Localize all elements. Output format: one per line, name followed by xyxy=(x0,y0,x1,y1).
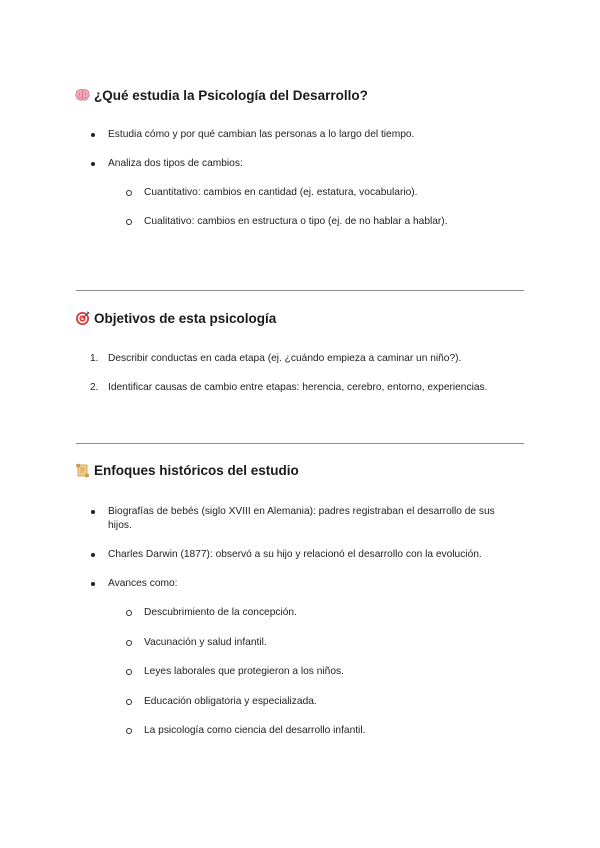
target-icon xyxy=(74,310,90,326)
bullet xyxy=(126,610,132,616)
section-heading-enfoques xyxy=(74,462,299,478)
section-heading-que-estudia xyxy=(74,87,368,103)
bullet xyxy=(91,582,95,586)
section-heading-objetivos xyxy=(74,310,276,326)
list-item-text: Cuantitativo: cambios en cantidad (ej. estatura, vocabulario). xyxy=(144,187,418,198)
bullet xyxy=(91,553,95,557)
list-item-text: Cualitativo: cambios en estructura o tipo (ej. de no hablar a hablar). xyxy=(144,216,448,227)
bullet xyxy=(126,219,132,225)
bullet xyxy=(91,510,95,514)
list-number: 1. xyxy=(90,353,99,364)
section-title: ¿Qué estudia la Psicología del Desarrollo? xyxy=(94,87,368,103)
list-item-text: Analiza dos tipos de cambios: xyxy=(108,158,243,169)
scroll-icon xyxy=(74,462,90,478)
list-item-text: Charles Darwin (1877): observó a su hijo y relacionó el desarrollo con la evolución. xyxy=(108,549,482,560)
list-number: 2. xyxy=(90,382,99,393)
bullet xyxy=(126,669,132,675)
list-item-text: Identificar causas de cambio entre etapas: herencia, cerebro, entorno, experiencias. xyxy=(108,382,488,393)
list-item-text: Avances como: xyxy=(108,578,178,589)
divider xyxy=(76,290,524,291)
list-item-text: La psicología como ciencia del desarrollo infantil. xyxy=(144,725,366,736)
bullet xyxy=(126,699,132,705)
list-item-text: Estudia cómo y por qué cambian las personas a lo largo del tiempo. xyxy=(108,129,415,140)
bullet xyxy=(126,190,132,196)
bullet xyxy=(126,640,132,646)
list-item-text: Vacunación y salud infantil. xyxy=(144,637,267,648)
bullet xyxy=(91,133,95,137)
list-item-text: Leyes laborales que protegieron a los niños. xyxy=(144,666,344,677)
list-item-text: Biografías de bebés (siglo XVIII en Alemania): padres registraban el desarrollo de sus hijos. xyxy=(108,506,495,531)
list-item-text: Describir conductas en cada etapa (ej. ¿cuándo empieza a caminar un niño?). xyxy=(108,353,462,364)
divider xyxy=(76,443,524,444)
bullet xyxy=(91,162,95,166)
section-title: Objetivos de esta psicología xyxy=(94,310,277,326)
list-item-text: Educación obligatoria y especializada. xyxy=(144,696,317,707)
bullet xyxy=(126,728,132,734)
list-item-text: Descubrimiento de la concepción. xyxy=(144,607,297,618)
section-title: Enfoques históricos del estudio xyxy=(94,462,299,478)
brain-icon xyxy=(74,87,90,103)
